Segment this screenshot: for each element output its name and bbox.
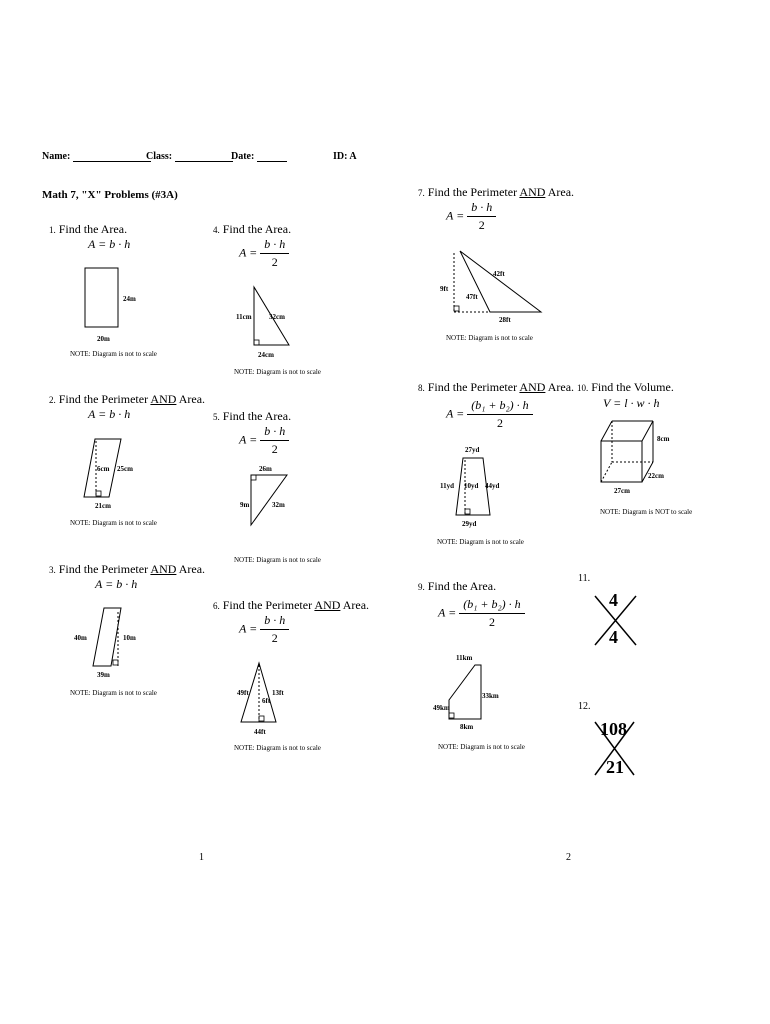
problem-9-formula: A = $\frac{\text{(b₁ + b₂) · h}}{2}$ (438, 597, 525, 630)
problem-12-number: 12. (578, 701, 591, 712)
problem-7-note: NOTE: Diagram is not to scale (446, 334, 533, 342)
page-number: 1 (199, 852, 204, 863)
problem-2-label: 21cm (95, 502, 111, 510)
problem-6-note: NOTE: Diagram is not to scale (234, 744, 321, 752)
problem-10-label: 27cm (614, 487, 630, 495)
problem-4-formula: A = $\frac{b \cdot h}{2}$ (239, 237, 289, 270)
problem-10-prompt: 10. Find the Volume. (577, 380, 674, 394)
problem-9-label: 11km (456, 654, 473, 662)
problem-10-label: 22cm (648, 472, 664, 480)
problem-8-label: 11yd (440, 482, 455, 490)
page-title: Math 7, "X" Problems (#3A) (42, 189, 178, 201)
problem-4-note: NOTE: Diagram is not to scale (234, 368, 321, 376)
problem-11-bottom: 4 (609, 627, 618, 647)
problem-5-formula: A = $\frac{b \cdot h}{2}$ (239, 424, 289, 457)
fraction: $\frac{b \cdot h}{2}$ (260, 613, 289, 646)
problem-6-formula: A = $\frac{b \cdot h}{2}$ (239, 613, 289, 646)
problem-2-label: 6cm (97, 465, 110, 473)
problem-5-label: 9m (240, 501, 250, 509)
problem-3-note: NOTE: Diagram is not to scale (70, 689, 157, 697)
problem-8-note: NOTE: Diagram is not to scale (437, 538, 524, 546)
problem-7-label: 42ft (493, 270, 505, 278)
fraction: $\frac{b \cdot h}{2}$ (467, 200, 496, 233)
problem-1-label: 20m (97, 335, 110, 343)
problem-3-prompt: 3. Find the Perimeter AND Area. (49, 562, 206, 576)
problem-9-note: NOTE: Diagram is not to scale (438, 743, 525, 751)
problem-7-label: 47ft (466, 293, 478, 301)
problem-11-top: 4 (609, 590, 618, 610)
date-label: Date: (231, 151, 255, 162)
problem-7-formula: A = $\frac{b \cdot h}{2}$ (446, 200, 496, 233)
problem-9-label: 49km (433, 704, 450, 712)
problem-8-prompt: 8. Find the Perimeter AND Area. (418, 380, 575, 394)
problem-2-label: 25cm (117, 465, 133, 473)
problem-1-note: NOTE: Diagram is not to scale (70, 350, 157, 358)
problem-3-label: 10m (123, 634, 136, 642)
fraction: $\frac{\text{(b₁ + b₂) · h}}{2}$ (459, 597, 524, 630)
problem-2-prompt: 2. Find the Perimeter AND Area. (49, 392, 206, 406)
problem-9-label: 33km (482, 692, 499, 700)
problem-4-prompt: 4. Find the Area. (213, 222, 292, 236)
problem-4-label: 32cm (269, 313, 285, 321)
name-label: Name: (42, 151, 71, 162)
problem-6-label: 44ft (254, 728, 266, 736)
problem-12-top: 108 (600, 719, 627, 739)
problem-4-label: 11cm (236, 313, 252, 321)
problem-11-number: 11. (578, 573, 591, 584)
problem-1-formula: A = b · h (88, 237, 131, 251)
problem-10-note: NOTE: Diagram is NOT to scale (600, 508, 693, 516)
problem-8-formula: A = $\frac{\text{(b₁ + b₂) · h}}{2}$ (446, 398, 533, 431)
problem-8-label: 10yd (464, 482, 479, 490)
fraction: $\frac{b \cdot h}{2}$ (260, 424, 289, 457)
problem-6-label: 6ft (262, 697, 271, 705)
problem-1-prompt: 1. Find the Area. (49, 222, 128, 236)
problem-2-note: NOTE: Diagram is not to scale (70, 519, 157, 527)
problem-6-prompt: 6. Find the Perimeter AND Area. (213, 598, 370, 612)
problem-8-label: 44yd (485, 482, 500, 490)
problem-2-formula: A = b · h (88, 407, 131, 421)
problem-7-label: 9ft (440, 285, 449, 293)
problem-3-label: 40m (74, 634, 87, 642)
problem-9-prompt: 9. Find the Area. (418, 579, 497, 593)
problem-12-bottom: 21 (606, 757, 624, 777)
problem-4-label: 24cm (258, 351, 274, 359)
problem-3-formula: A = b · h (95, 577, 138, 591)
id-label: ID: A (333, 151, 357, 162)
problem-10-label: 8cm (657, 435, 670, 443)
fraction: $\frac{b \cdot h}{2}$ (260, 237, 289, 270)
problem-9-label: 8km (460, 723, 474, 731)
page-number: 2 (566, 852, 571, 863)
problem-8-label: 27yd (465, 446, 480, 454)
problem-6-label: 49ft (237, 689, 249, 697)
class-label: Class: (146, 151, 173, 162)
problem-5-prompt: 5. Find the Area. (213, 409, 292, 423)
problem-5-label: 26m (259, 465, 272, 473)
problem-1-label: 24m (123, 295, 136, 303)
problem-5-note: NOTE: Diagram is not to scale (234, 556, 321, 564)
problem-8-label: 29yd (462, 520, 477, 528)
problem-7-label: 28ft (499, 316, 511, 324)
problem-10-formula: V = l · w · h (603, 396, 660, 410)
problem-7-prompt: 7. Find the Perimeter AND Area. (418, 185, 575, 199)
problem-6-label: 13ft (272, 689, 284, 697)
fraction: $\frac{\text{(b₁ + b₂) · h}}{2}$ (467, 398, 532, 431)
problem-5-label: 32m (272, 501, 285, 509)
problem-3-label: 39m (97, 671, 110, 679)
